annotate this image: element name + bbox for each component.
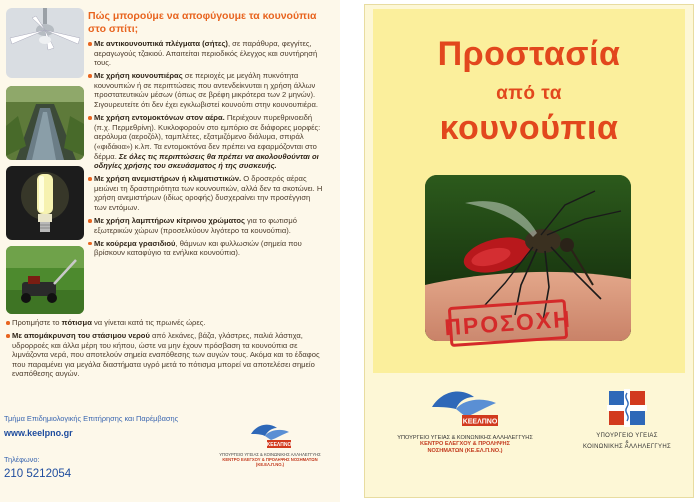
dove-logo-icon [428,387,502,431]
yellow-bulb-photo [6,166,84,240]
ministry-line1: ΥΠΟΥΡΓΕΙΟ ΥΓΕΙΑΣ [596,433,658,439]
keelpno-logo [385,387,545,455]
cover-title-line2: από τα [496,83,562,104]
logo-ministry-label: ΥΠΟΥΡΓΕΙΟ ΥΓΕΙΑΣ & ΚΟΙΝΩΝΙΚΗΣ ΑΛΛΗΛΕΓΓΥΗΣ [397,435,533,441]
tip-item: Με απομάκρυνση του στάσιμου νερού από λεκάνες, βάζα, γλάστρες, παλιά λάστιχα, υδρορροές και άλλα μέρη του κήπου, ώστε να μην έχουν πρόσβαση τα κουνούπια σε λιμνάζοντα νερά, που αποτελούν σημεία εναπόθεσης των αυγών τους. Ακόμα και το έδαφος που παραμένει για μεγάλα διαστήματα υγρό μετά το πότισμα μπορεί να αποτελέσει σημείο εναπόθεσης αυγών. [6,331,330,379]
website-link[interactable]: www.keelpno.gr [4,428,73,438]
small-logo-ministry: ΥΠΟΥΡΓΕΙΟ ΥΓΕΙΑΣ & ΚΟΙΝΩΝΙΚΗΣ ΑΛΛΗΛΕΓΓΥΗΣ [219,452,321,457]
tip-item: Με χρήση λαμπτήρων κίτρινου χρώματος για το φωτισμό εξωτερικών χώρων (προσελκύουν λιγότερο τα κουνούπια). [88,216,324,235]
ministry-logo [565,387,689,450]
svg-text:ΚΕΕΛΠΝΟ: ΚΕΕΛΠΝΟ [462,418,498,426]
ministry-line2: ΚΟΙΝΩΝΙΚΗΣ ΑΛΛΗΛΕΓΓΥΗΣ [583,444,671,450]
ministry-cross-icon [605,387,649,427]
phone-number: 210 5212054 [4,468,72,480]
left-panel [0,0,340,502]
logo-center-line2: ΝΟΣΗΜΑΤΩΝ (ΚΕ.ΕΛ.Π.ΝΟ.) [427,448,503,454]
dove-logo-icon [247,420,293,450]
warning-stamp [443,299,573,347]
tip-item: Με χρήση εντομοκτόνων στον αέρα. Περιέχουν πυρεθρινοειδή (π.χ. Περμεθρίνη). Κυκλοφορούν στο εμπόριο σε διάφορες μορφές: αερόλυμα (αεροζόλ), ταμπλέτες, εξατμιζόμενο διάλυμα, σπιράλ («φιδάκια») κ.λπ. Τα εντομοκτόνα δεν πρέπει να εφαρμόζονται στο δέρμα. Σε όλες τις περιπτώσεις θα πρέπει να ακολουθούνται οι οδηγίες χρήσης του σκευάσματος ή της συσκευής. [88,113,324,171]
keelpno-logo-small [210,420,330,467]
ministry-amp: & [625,439,629,444]
water-channel-photo [6,86,84,160]
ceiling-fan-photo [6,8,84,78]
cover-title-line3: κουνούπια [439,109,619,147]
stamp-label: ΠΡΟΣΟΧΗ [443,305,573,340]
section-heading: Πώς μπορούμε να αποφύγουμε τα κουνούπια στο σπίτι; [88,10,317,35]
lawn-mower-photo [6,246,84,314]
tip-item: Με κούρεμα γρασιδιού, θάμνων και φυλλωσιών (σημεία που βρίσκουν καταφύγιο τα ενήλικα κουνούπια). [88,239,324,258]
tips-text [88,10,324,261]
phone-label: Τηλέφωνο: [4,455,40,464]
cover-panel [364,4,694,498]
cover-title-line1: Προστασία [437,35,621,73]
logo-center-line1: ΚΕΝΤΡΟ ΕΛΕΓΧΟΥ & ΠΡΟΛΗΨΗΣ [420,441,510,447]
small-logo-center: ΚΕΝΤΡΟ ΕΛΕΓΧΟΥ & ΠΡΟΛΗΨΗΣ ΝΟΣΗΜΑΤΩΝ (ΚΕ.ΕΛ.Π.ΝΟ.) [222,457,318,467]
tip-item: Με αντικουνουπικά πλέγματα (σήτες), σε παράθυρα, φεγγίτες, αεραγωγούς τζακιού. Απαιτείται περιοδικός έλεγχος και συντήρησή τους. [88,39,324,68]
contact-footer [0,408,340,502]
tip-item: Με χρήση ανεμιστήρων ή κλιματιστικών. Ο δροσερός αέρας μειώνει τη δραστηριότητα των κουνουπιών, αλλά δεν τα σκοτώνει. Η χρήση ανεμιστήρων (ιδίως οροφής) δυσχεραίνει την προσέγγιση των εντόμων. [88,174,324,212]
tip-item: Με χρήση κουνουπιέρας σε περιοχές με μεγάλη πυκνότητα κουνουπιών ή σε περιπτώσεις που αντενδείκνυται η χρήση άλλων προστατευτικών μέσων (όπως σε βρέφη μικρότερα των 2 μηνών). Σιγουρευτείτε ότι δεν έχει εγκλωβιστεί κουνούπι στην κουνουπιέρα. [88,71,324,109]
tip-item: Προτιμήστε το πότισμα να γίνεται κατά τις πρωινές ώρες. [6,318,330,328]
bottom-tips [6,318,330,383]
department-label: Τμήμα Επιδημιολογικής Επιτήρησης και Παρέμβασης [4,414,179,423]
svg-text:ΚΕΕΛΠΝΟ: ΚΕΕΛΠΝΟ [266,442,292,449]
